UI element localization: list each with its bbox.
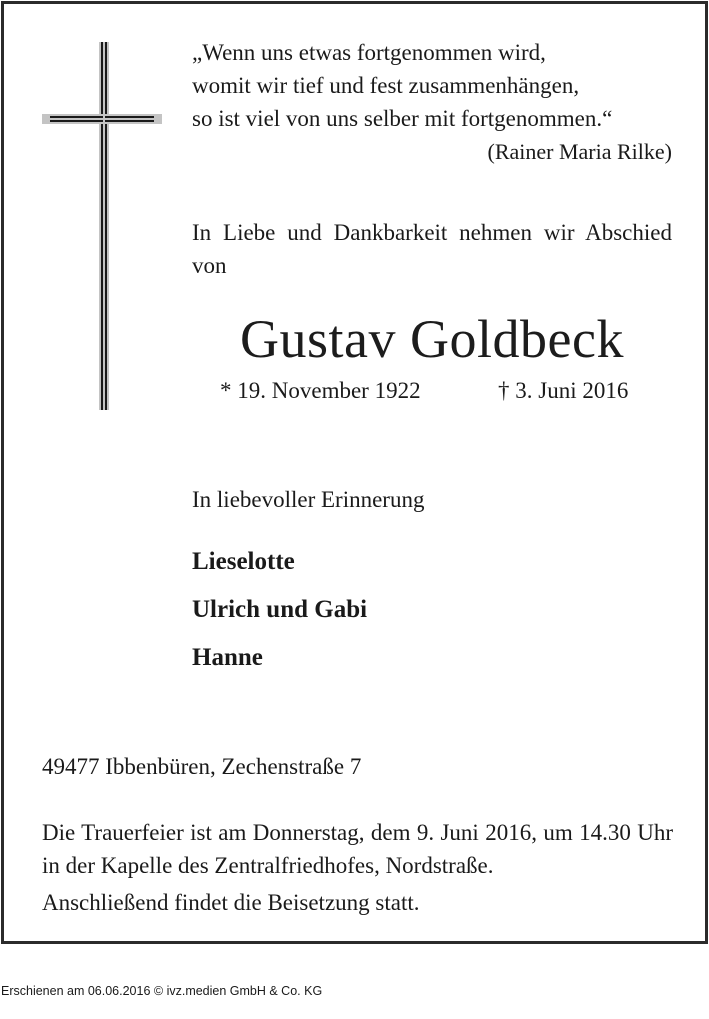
address: 49477 Ibbenbüren, Zechenstraße 7 (42, 754, 362, 779)
rilke-quote (192, 36, 672, 168)
obituary-notice (1, 1, 708, 944)
birth-date: * 19. November 1922 (220, 378, 421, 403)
quote-author: (Rainer Maria Rilke) (487, 139, 672, 164)
mourners-list (192, 543, 367, 687)
burial-info: Anschließend findet die Beisetzung statt. (42, 890, 420, 915)
mourner-name: Lieselotte (192, 548, 295, 575)
death-date: † 3. Juni 2016 (498, 378, 629, 403)
intro-text: In Liebe und Dankbarkeit nehmen wir Abschied von (192, 220, 672, 278)
memory-line: In liebevoller Erinnerung (192, 487, 425, 512)
quote-line: so ist viel von uns selber mit fortgenommen.“ (192, 106, 613, 131)
deceased-name: Gustav Goldbeck (240, 309, 624, 369)
publication-footer: Erschienen am 06.06.2016 © ivz.medien GmbH & Co. KG (1, 984, 323, 998)
cross-icon (42, 42, 162, 410)
quote-line: womit wir tief und fest zusammenhängen, (192, 73, 580, 98)
mourner-name: Ulrich und Gabi (192, 596, 368, 623)
mourner-name: Hanne (192, 644, 263, 671)
service-info: Die Trauerfeier ist am Donnerstag, dem 9. Juni 2016, um 14.30 Uhr in der Kapelle des Zentralfriedhofes, Nordstraße. (42, 820, 673, 878)
quote-line: „Wenn uns etwas fortgenommen wird, (192, 40, 546, 65)
